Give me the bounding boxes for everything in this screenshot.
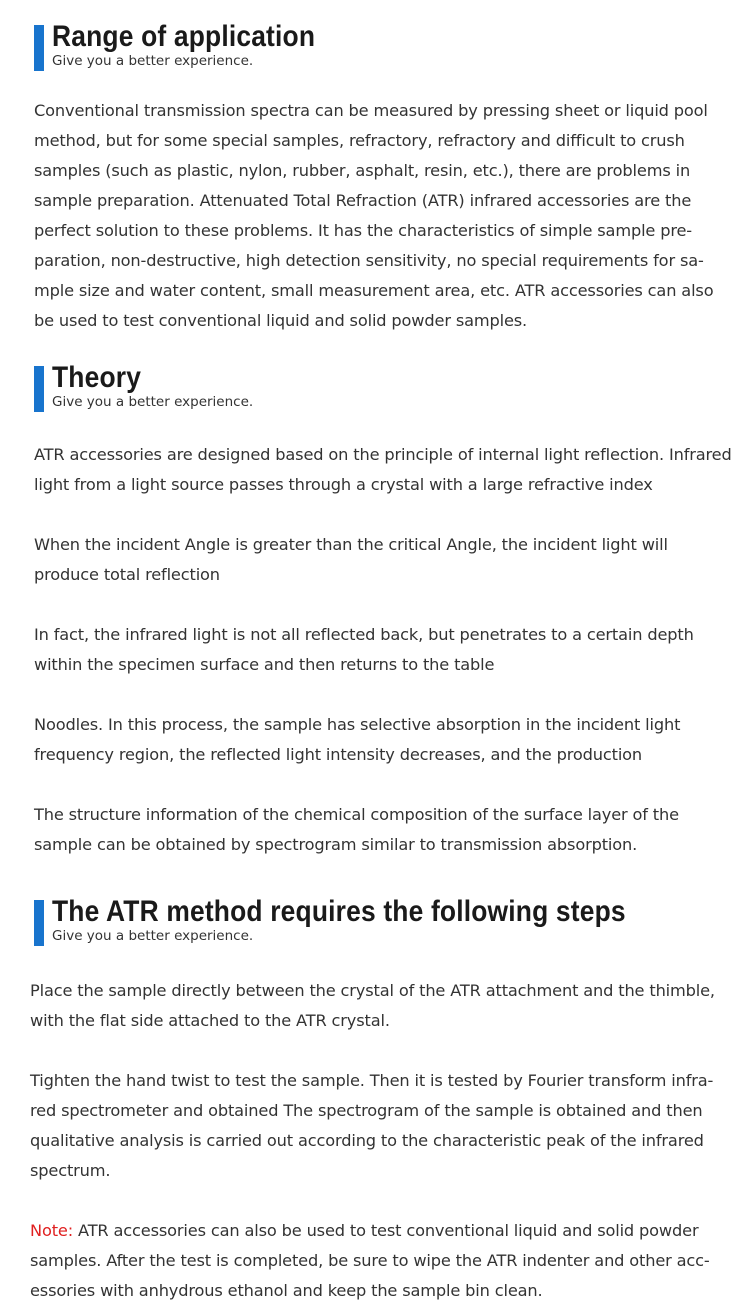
section-subtitle: Give you a better experience. (52, 928, 254, 944)
paragraph: Conventional transmission spectra can be measured by pressing sheet or liquid pool method, but for some special samples, refractory, refractory and difficult to crush samples (such as plastic, nylon, rubber, asphalt, resin, etc.), there are problems in sample preparation. Attenuated Total Refraction (ATR) infrared accessories are the perfect solution to these problems. It has the characteristics of simple sample pre-paration, non-destructive, high detection sensitivity, no special requirements for sa-mple size and water content, small measurement area, etc. ATR accessories can also be used to test conventional liquid and solid powder samples. (34, 101, 714, 330)
section-title: The ATR method requires the following steps (52, 895, 626, 928)
note-paragraph (30, 1216, 730, 1306)
paragraph: Place the sample directly between the crystal of the ATR attachment and the thimble, with the flat side attached to the ATR crystal. (30, 981, 715, 1030)
section-title: Range of application (52, 20, 316, 53)
accent-bar (34, 366, 44, 412)
accent-bar (34, 25, 44, 71)
section-title: Theory (52, 361, 142, 394)
accent-bar (34, 900, 44, 946)
paragraph: In fact, the infrared light is not all reflected back, but penetrates to a certain depth within the specimen surface and then returns to the table (34, 625, 694, 674)
paragraph: The structure information of the chemical composition of the surface layer of the sample can be obtained by spectrogram similar to transmission absorption. (34, 805, 679, 854)
section-subtitle: Give you a better experience. (52, 53, 254, 69)
paragraph: Tighten the hand twist to test the sample. Then it is tested by Fourier transform infra-red spectrometer and obtained The spectrogram of the sample is obtained and then qualitative analysis is carried out according to the characteristic peak of the infrared spectrum. (30, 1071, 714, 1180)
paragraph: ATR accessories are designed based on the principle of internal light reflection. Infrared light from a light source passes through a crystal with a large refractive index (34, 445, 732, 494)
note-label: Note: (30, 1221, 74, 1240)
section-subtitle: Give you a better experience. (52, 394, 254, 410)
note-text: ATR accessories can also be used to test conventional liquid and solid powder samples. After the test is completed, be sure to wipe the ATR indenter and other acc-essories with anhydrous ethanol and keep the sample bin clean. (30, 1221, 710, 1300)
paragraph: When the incident Angle is greater than the critical Angle, the incident light will produce total reflection (34, 535, 668, 584)
paragraph: Noodles. In this process, the sample has selective absorption in the incident light frequency region, the reflected light intensity decreases, and the production (34, 715, 681, 764)
